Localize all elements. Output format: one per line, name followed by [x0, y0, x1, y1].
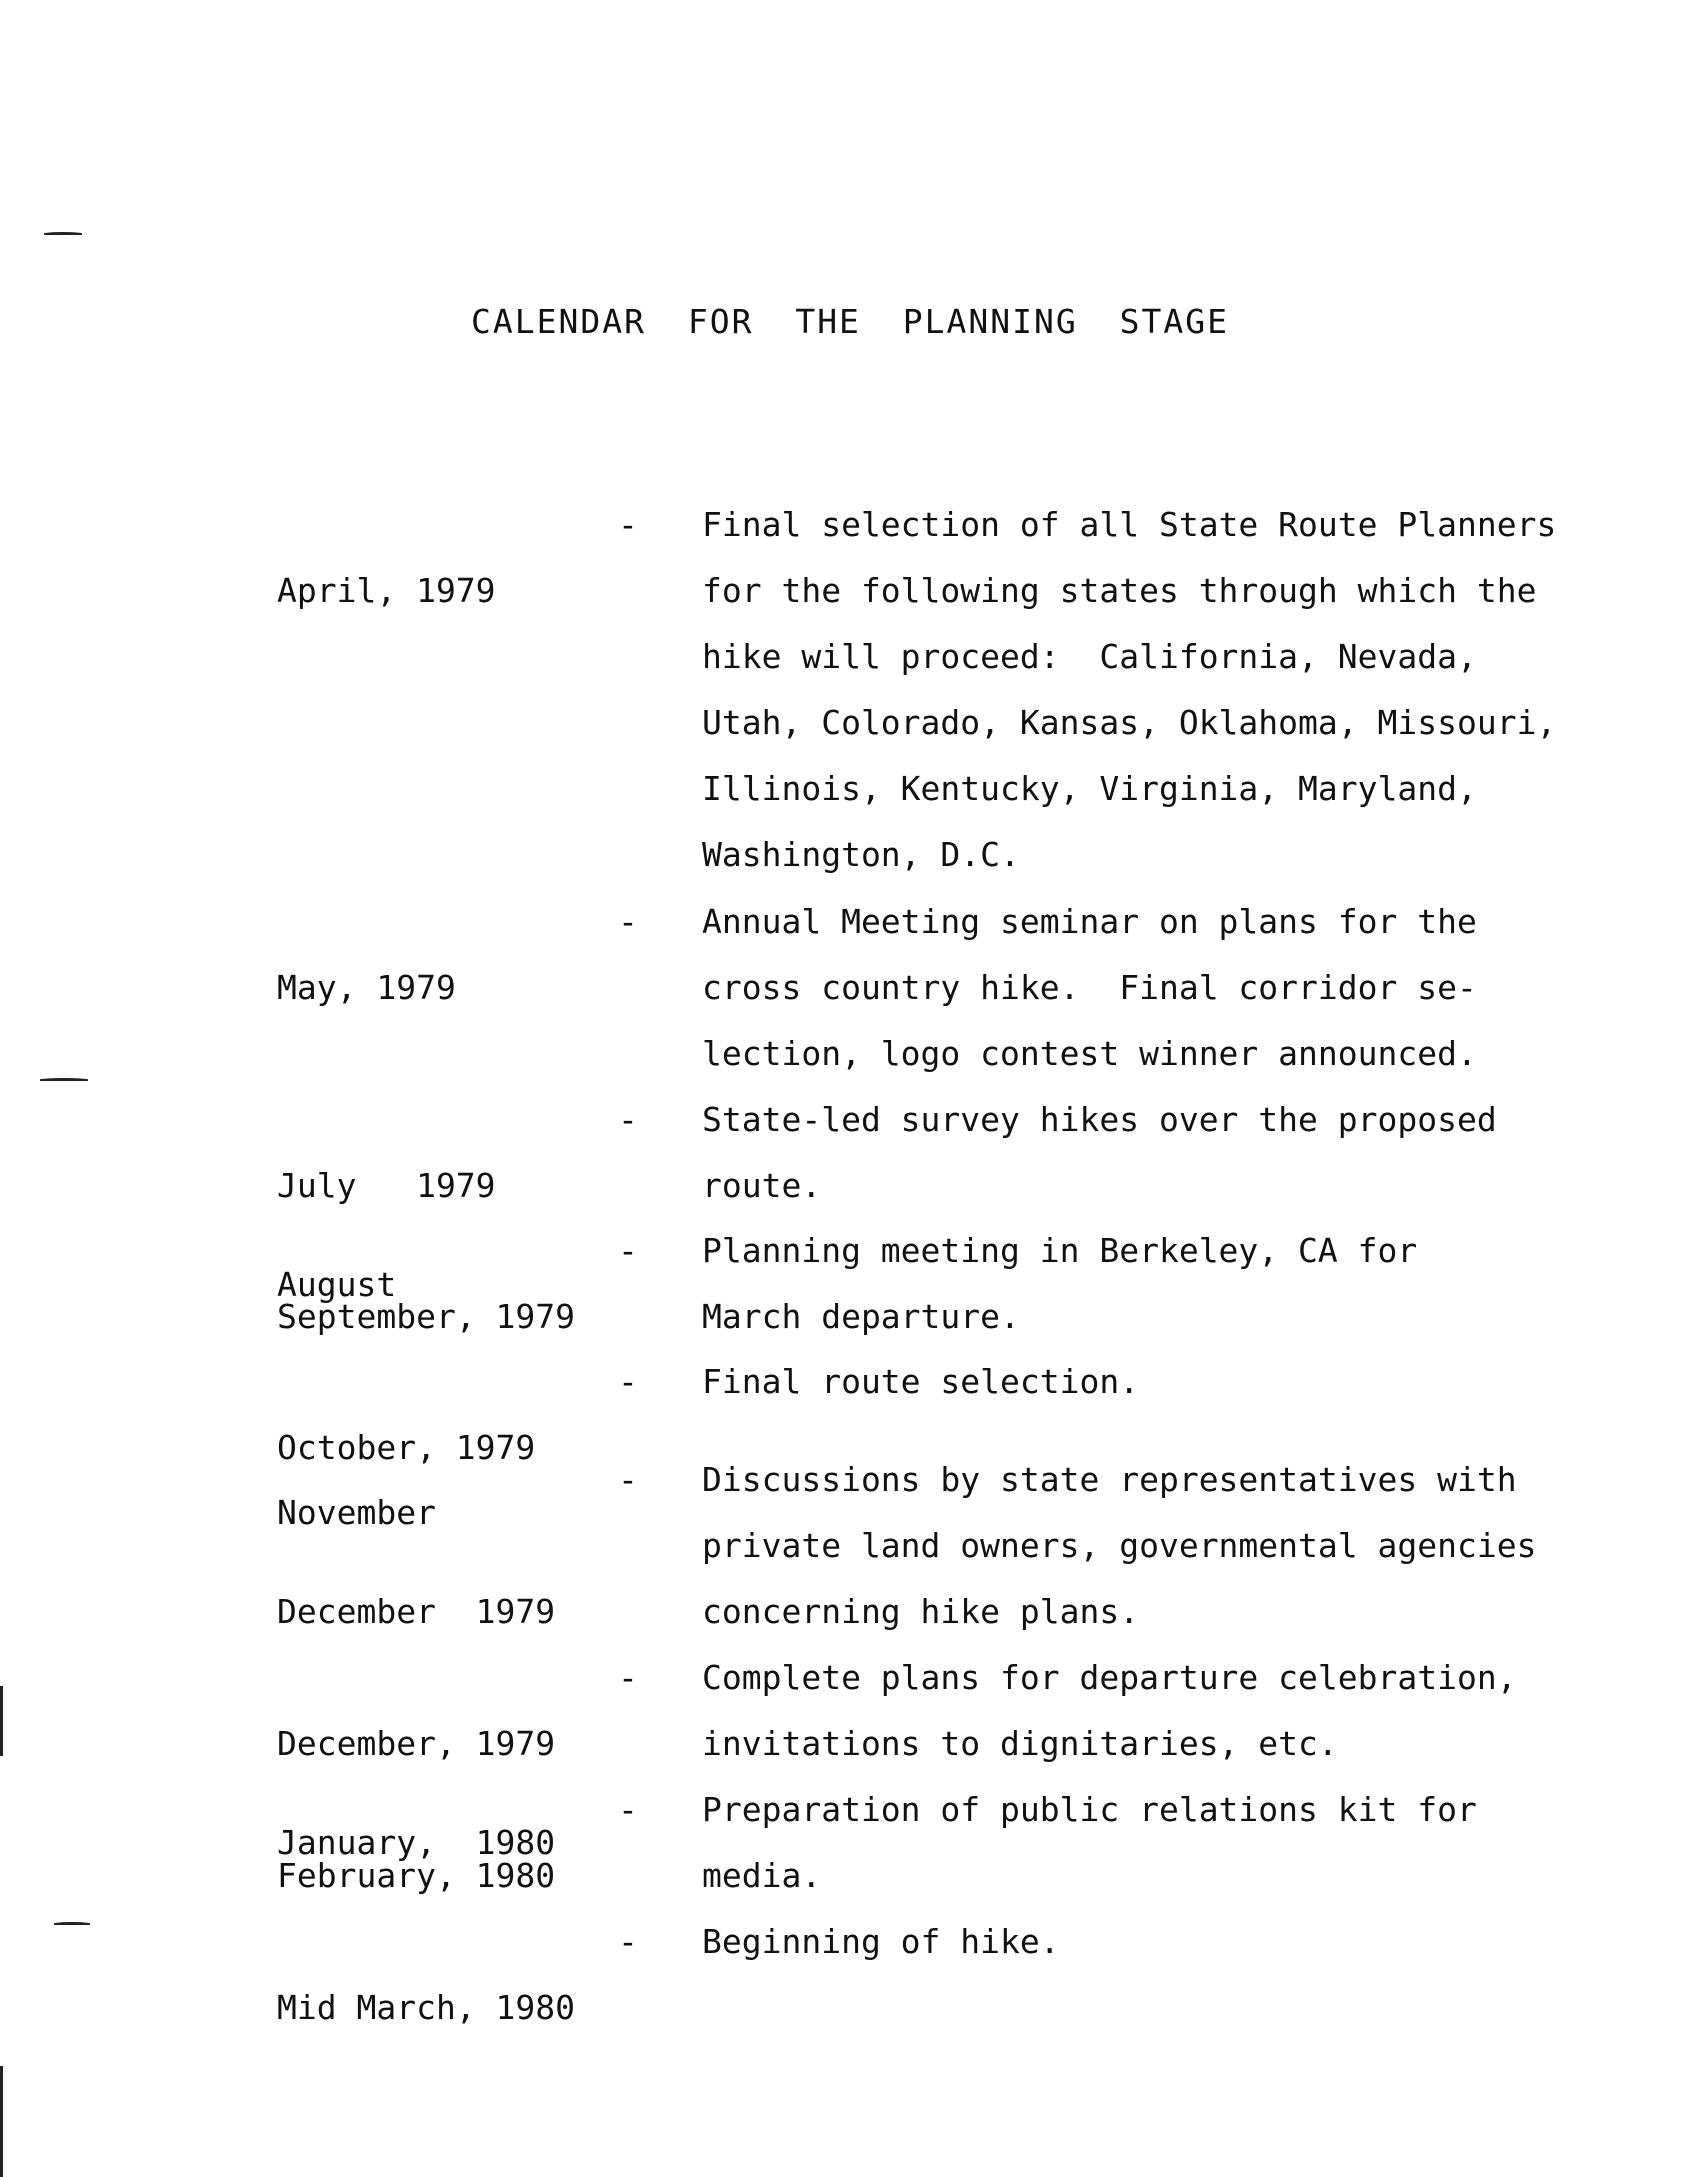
entry-date-line: February, 1980: [277, 1856, 556, 1895]
entry-description-line: Preparation of public relations kit for: [702, 1790, 1477, 1829]
entry-dash: -: [618, 1100, 638, 1139]
entry-description: [702, 1645, 1602, 1777]
entry-description-line: Annual Meeting seminar on plans for the: [702, 902, 1477, 941]
entry-description: [702, 1349, 1602, 1415]
entry-description-line: March departure.: [702, 1297, 1020, 1336]
entry-date-line: December 1979: [277, 1592, 556, 1631]
page-title: CALENDAR FOR THE PLANNING STAGE: [471, 302, 1229, 341]
entry-description: [702, 1447, 1602, 1645]
entry-description: [702, 492, 1602, 888]
entry-date-line: August: [277, 1265, 397, 1304]
entry-description-line: Final route selection.: [702, 1362, 1140, 1401]
entry-date-line: December, 1979: [277, 1724, 556, 1763]
entry-description-line: State-led survey hikes over the proposed: [702, 1100, 1497, 1139]
entry-description-line: private land owners, governmental agencies: [702, 1526, 1537, 1565]
entry-date-line: November: [277, 1493, 436, 1532]
entry-description: [702, 889, 1602, 1087]
entry-description-line: route.: [702, 1166, 822, 1205]
entry-date-line: January, 1980: [277, 1823, 556, 1862]
entry-description: [702, 1218, 1602, 1350]
scan-edge: [0, 1686, 3, 1756]
entry-date: [277, 1925, 575, 2090]
entry-description-line: Complete plans for departure celebration,: [702, 1658, 1517, 1697]
entry-description-line: media.: [702, 1856, 822, 1895]
entry-description: [702, 1087, 1602, 1219]
entry-description-line: for the following states through which the: [702, 571, 1537, 610]
entry-dash: -: [618, 1460, 638, 1499]
entry-description-line: concerning hike plans.: [702, 1592, 1140, 1631]
entry-description-line: Final selection of all State Route Planners: [702, 505, 1557, 544]
entry-description-line: Illinois, Kentucky, Virginia, Maryland,: [702, 769, 1477, 808]
entry-dash: -: [618, 505, 638, 544]
entry-date-line: July 1979: [277, 1166, 496, 1205]
entry-description: [702, 1909, 1602, 1975]
entry-dash: -: [618, 1790, 638, 1829]
entry-description-line: Beginning of hike.: [702, 1922, 1060, 1961]
entry-description-line: Washington, D.C.: [702, 835, 1020, 874]
entry-date-line: April, 1979: [277, 571, 496, 610]
entry-description-line: Planning meeting in Berkeley, CA for: [702, 1231, 1418, 1270]
scan-mark: [44, 232, 82, 235]
scan-mark: [40, 1078, 88, 1081]
scan-mark: [54, 1922, 90, 1925]
entry-description-line: lection, logo contest winner announced.: [702, 1034, 1477, 1073]
entry-date: [277, 1430, 555, 1694]
entry-date-line: May, 1979: [277, 968, 456, 1007]
entry-dash: -: [618, 902, 638, 941]
entry-date-line: October, 1979: [277, 1428, 536, 1467]
entry-date: [277, 508, 496, 673]
entry-description-line: Discussions by state representatives with: [702, 1460, 1517, 1499]
entry-dash: -: [618, 1231, 638, 1270]
entry-dash: -: [618, 1658, 638, 1697]
entry-description-line: cross country hike. Final corridor se-: [702, 968, 1477, 1007]
entry-description: [702, 1777, 1602, 1909]
scan-edge: [0, 2066, 3, 2177]
entry-date: [277, 905, 456, 1070]
entry-description-line: Utah, Colorado, Kansas, Oklahoma, Missouri,: [702, 703, 1557, 742]
entry-dash: -: [618, 1922, 638, 1961]
entry-dash: -: [618, 1362, 638, 1401]
entry-date-line: September, 1979: [277, 1297, 576, 1336]
entry-description-line: invitations to dignitaries, etc.: [702, 1724, 1338, 1763]
entry-description-line: hike will proceed: California, Nevada,: [702, 637, 1477, 676]
entry-date-line: Mid March, 1980: [277, 1988, 576, 2027]
